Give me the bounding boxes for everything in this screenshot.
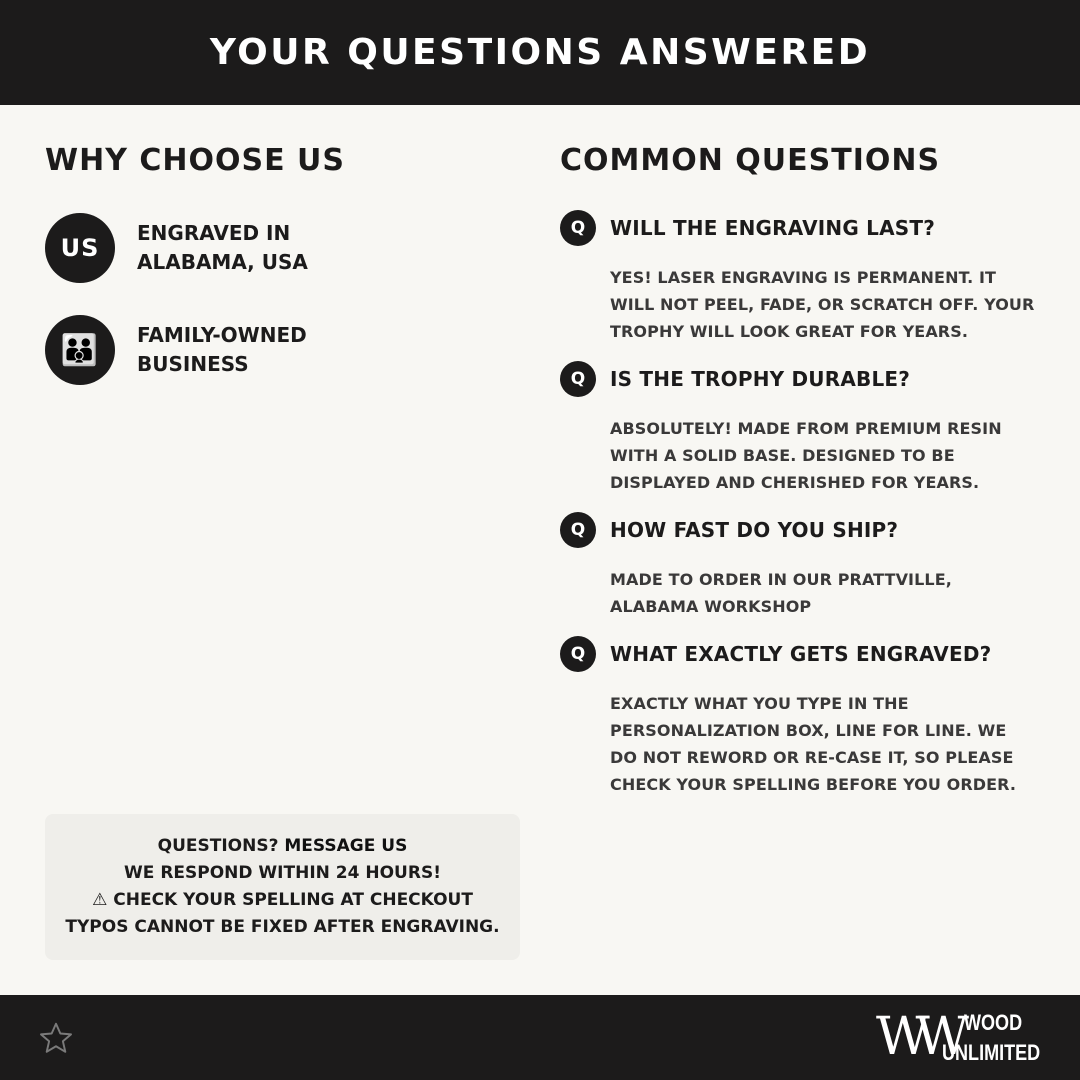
question-mark-icon: Q [560, 512, 596, 548]
contact-questions-label: QUESTIONS? [157, 836, 285, 856]
bottom-bar [0, 995, 1080, 1080]
logo-mark: WW [876, 1007, 955, 1067]
warning-icon: ⚠ [92, 890, 108, 910]
faq-item [560, 361, 1040, 496]
faq-question: WHAT EXACTLY GETS ENGRAVED? [610, 642, 992, 666]
question-mark-icon: Q [560, 636, 596, 672]
question-mark-icon: Q [560, 210, 596, 246]
faq-answer: ABSOLUTELY! MADE FROM PREMIUM RESIN WITH A SOLID BASE. DESIGNED TO BE DISPLAYED AND CHERISHED FOR YEARS. [610, 419, 1002, 492]
brand-logo [876, 1007, 1056, 1069]
us-badge-icon: US [45, 213, 115, 283]
question-mark-icon: Q [560, 361, 596, 397]
message-us-link[interactable]: MESSAGE US [284, 836, 408, 856]
contact-line-2: WE RESPOND WITHIN 24 HOURS! [124, 863, 441, 883]
feature-label-line1: FAMILY-OWNED [137, 323, 307, 347]
logo-word-unlimited: UNLIMITED [942, 1040, 1041, 1065]
family-icon: 👪 [45, 315, 115, 385]
logo-word-wood: WOOD [964, 1010, 1023, 1035]
page-title: YOUR QUESTIONS ANSWERED [209, 32, 871, 73]
contact-line-4: TYPOS CANNOT BE FIXED AFTER ENGRAVING. [65, 917, 500, 937]
faq-answer: MADE TO ORDER IN OUR PRATTVILLE, ALABAMA WORKSHOP [610, 570, 952, 616]
common-questions-section [560, 140, 1040, 794]
faq-question: HOW FAST DO YOU SHIP? [610, 518, 899, 542]
faq-question: IS THE TROPHY DURABLE? [610, 367, 911, 391]
faq-answer: EXACTLY WHAT YOU TYPE IN THE PERSONALIZATION BOX, LINE FOR LINE. WE DO NOT REWORD OR RE-CASE IT, SO PLEASE CHECK YOUR SPELLING BEFORE YOU ORDER. [610, 694, 1017, 794]
contact-line-1 [158, 833, 408, 860]
faq-item [560, 636, 1040, 798]
feature-label-line2: BUSINESS [137, 352, 249, 376]
why-choose-us-section [45, 140, 525, 376]
top-banner [0, 0, 1080, 105]
feature-family-owned [45, 315, 367, 385]
contact-notice-box [45, 814, 520, 960]
feature-label-line1: ENGRAVED IN [137, 221, 291, 245]
spelling-warning: CHECK YOUR SPELLING AT CHECKOUT [113, 890, 473, 910]
feature-label [137, 321, 367, 379]
why-choose-us-title: WHY CHOOSE US [45, 143, 346, 178]
feature-engraved-usa [45, 213, 367, 283]
faq-answer: YES! LASER ENGRAVING IS PERMANENT. IT WILL NOT PEEL, FADE, OR SCRATCH OFF. YOUR TROPHY WILL LOOK GREAT FOR YEARS. [610, 268, 1035, 341]
feature-label-line2: ALABAMA, USA [137, 250, 308, 274]
faq-item [560, 512, 1040, 620]
faq-item [560, 210, 1040, 345]
contact-line-3 [92, 887, 473, 914]
star-icon [38, 1020, 74, 1056]
common-questions-title: COMMON QUESTIONS [560, 143, 941, 178]
feature-label [137, 219, 367, 277]
faq-question: WILL THE ENGRAVING LAST? [610, 216, 936, 240]
